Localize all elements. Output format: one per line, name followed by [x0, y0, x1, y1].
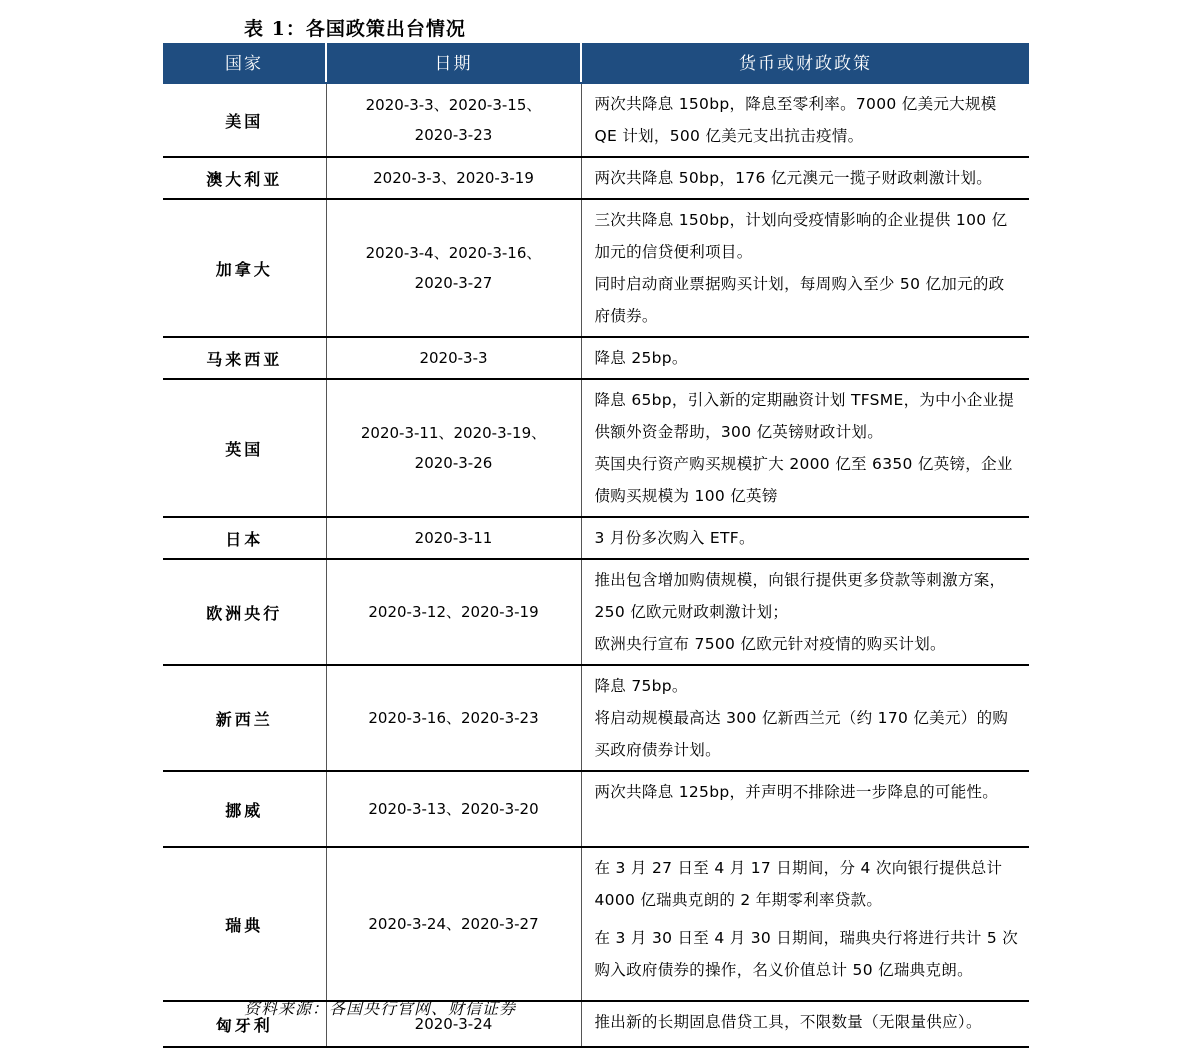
policy-paragraph: 欧洲央行宣布 7500 亿欧元针对疫情的购买计划。	[594, 635, 946, 653]
policy-paragraph: 两次共降息 125bp，并声明不排除进一步降息的可能性。	[594, 783, 999, 801]
country-cell: 马来西亚	[163, 337, 326, 379]
policy-paragraph: 在 3 月 30 日至 4 月 30 日期间，瑞典央行将进行共计 5 次购入政府债券的操作，名义价值总计 50 亿瑞典克朗。	[594, 929, 1019, 979]
date-line: 2020-3-11	[414, 529, 493, 547]
policy-paragraph: 推出新的长期固息借贷工具，不限数量（无限量供应）。	[594, 1013, 982, 1031]
policy-paragraph: 降息 25bp。	[594, 349, 688, 367]
table-body	[163, 83, 1029, 1047]
country-cell: 匈牙利	[163, 1001, 326, 1047]
country-cell: 瑞典	[163, 847, 326, 1001]
policy-cell	[581, 199, 1029, 337]
date-line: 2020-3-26	[414, 454, 493, 472]
date-line: 2020-3-24、2020-3-27	[368, 915, 539, 933]
table-header	[163, 43, 1029, 83]
table-title: 表 1：各国政策出台情况	[244, 18, 466, 40]
policy-cell	[581, 83, 1029, 157]
date-cell	[326, 337, 581, 379]
table-row	[163, 157, 1029, 199]
policy-cell	[581, 847, 1029, 1001]
policy-table	[163, 43, 1029, 1048]
policy-cell	[581, 379, 1029, 517]
country-cell: 加拿大	[163, 199, 326, 337]
policy-paragraph: 降息 65bp，引入新的定期融资计划 TFSME，为中小企业提供额外资金帮助，300 亿英镑财政计划。	[594, 391, 1015, 441]
date-line: 2020-3-12、2020-3-19	[368, 603, 539, 621]
country-cell: 挪威	[163, 771, 326, 847]
policy-paragraph: 两次共降息 150bp，降息至零利率。7000 亿美元大规模 QE 计划，500 亿美元支出抗击疫情。	[594, 95, 997, 145]
table-row	[163, 337, 1029, 379]
policy-cell	[581, 517, 1029, 559]
policy-paragraph: 降息 75bp。	[594, 677, 688, 695]
policy-cell	[581, 337, 1029, 379]
date-line: 2020-3-27	[414, 274, 493, 292]
date-line: 2020-3-3、2020-3-19	[373, 169, 534, 187]
policy-paragraph: 推出包含增加购债规模，向银行提供更多贷款等刺激方案，250 亿欧元财政刺激计划；	[594, 571, 1006, 621]
date-cell	[326, 771, 581, 847]
table-row	[163, 379, 1029, 517]
table-row	[163, 559, 1029, 665]
policy-paragraph: 在 3 月 27 日至 4 月 17 日期间，分 4 次向银行提供总计 4000 亿瑞典克朗的 2 年期零利率贷款。	[594, 859, 1003, 909]
date-line: 2020-3-3、2020-3-15、	[365, 96, 542, 114]
date-cell	[326, 199, 581, 337]
date-line: 2020-3-23	[414, 126, 493, 144]
header-policy: 货币或财政政策	[581, 43, 1029, 83]
date-line: 2020-3-11、2020-3-19、	[360, 424, 547, 442]
table-row	[163, 199, 1029, 337]
date-cell	[326, 379, 581, 517]
source-note: 资料来源：各国央行官网、财信证券	[244, 999, 517, 1018]
table-row	[163, 83, 1029, 157]
policy-cell	[581, 157, 1029, 199]
policy-paragraph: 将启动规模最高达 300 亿新西兰元（约 170 亿美元）的购买政府债券计划。	[594, 709, 1009, 759]
date-line: 2020-3-3	[419, 349, 488, 367]
country-cell: 欧洲央行	[163, 559, 326, 665]
country-cell: 美国	[163, 83, 326, 157]
date-cell	[326, 83, 581, 157]
table-row	[163, 771, 1029, 847]
date-cell	[326, 559, 581, 665]
country-cell: 英国	[163, 379, 326, 517]
policy-paragraph: 两次共降息 50bp，176 亿元澳元一揽子财政刺激计划。	[594, 169, 993, 187]
date-cell	[326, 157, 581, 199]
date-cell	[326, 665, 581, 771]
date-cell	[326, 847, 581, 1001]
table-row	[163, 665, 1029, 771]
date-line: 2020-3-16、2020-3-23	[368, 709, 539, 727]
date-line: 2020-3-13、2020-3-20	[368, 800, 539, 818]
header-date: 日期	[326, 43, 581, 83]
country-cell: 澳大利亚	[163, 157, 326, 199]
country-cell: 日本	[163, 517, 326, 559]
date-cell	[326, 517, 581, 559]
policy-cell	[581, 1001, 1029, 1047]
policy-cell	[581, 771, 1029, 847]
table-row	[163, 517, 1029, 559]
policy-paragraph: 同时启动商业票据购买计划，每周购入至少 50 亿加元的政府债券。	[594, 275, 1005, 325]
header-country: 国家	[163, 43, 326, 83]
table-row	[163, 847, 1029, 1001]
policy-cell	[581, 665, 1029, 771]
date-line: 2020-3-24	[414, 1015, 493, 1033]
policy-cell	[581, 559, 1029, 665]
policy-paragraph: 英国央行资产购买规模扩大 2000 亿至 6350 亿英镑，企业债购买规模为 100 亿英镑	[594, 455, 1013, 505]
date-line: 2020-3-4、2020-3-16、	[365, 244, 542, 262]
policy-paragraph: 3 月份多次购入 ETF。	[594, 529, 755, 547]
country-cell: 新西兰	[163, 665, 326, 771]
policy-paragraph: 三次共降息 150bp，计划向受疫情影响的企业提供 100 亿加元的信贷便利项目。	[594, 211, 1008, 261]
